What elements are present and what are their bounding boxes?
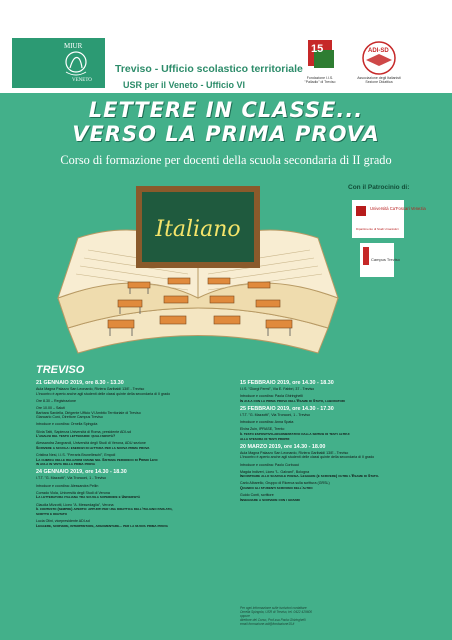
session-date: 24 GENNAIO 2019, ore 14.30 - 18.30 — [36, 469, 127, 476]
talk-title: La chimica delle relazioni umane nel Sistema periodico di Primo Levi: — [36, 457, 159, 462]
course-subtitle: Corso di formazione per docenti della scuola secondaria di II grado — [60, 153, 392, 167]
session-date: 25 FEBBRAIO 2019, ore 14.30 - 17.30 — [240, 405, 334, 412]
talk-title: Leggere, scrivere, interpretare, argomentare... per la nuova prima prova — [36, 523, 168, 528]
program-line: Introduce e coordina: Alessandra Pellin — [36, 483, 99, 488]
blackboard-text: Italiano — [155, 217, 241, 242]
office-subtitle: USR per il Veneto - Ufficio VI — [123, 80, 246, 90]
program-line: Silvia Tatti, Sapienza Università di Roma, presidente ADI-sd — [36, 429, 132, 434]
talk-title: In aula con la prima prova dell'Esame di Stato, laboratori — [240, 398, 345, 403]
logo-15-number: 15 — [311, 43, 324, 55]
title-line-2: VERSO LA PRIMA PROVA — [72, 122, 380, 146]
program-line: Lucia Olini, vicepresidente ADI-sd — [36, 519, 90, 523]
office-title: Treviso - Ufficio scolastico territoriale — [115, 63, 303, 75]
footer-line: oppure — [240, 614, 250, 618]
program-line: Guido Conti, scrittore — [240, 493, 274, 498]
program-line: Giancarlo Corò, Direttore Campus Treviso — [36, 415, 103, 420]
program-right-column — [240, 380, 436, 502]
footer-line: Ornella Spingola, USR di Treviso, tel. 0422 429600 — [240, 610, 313, 614]
talk-title: L'analisi del testo letterario: quali novità? — [36, 434, 116, 439]
session-date: 20 MARZO 2019, ore 14.30 - 18.00 — [240, 443, 326, 450]
fondazione-15-logo — [300, 38, 340, 86]
talk-title: Il testo espositivo-argomentativo dalla sintesi di testi altrui — [240, 431, 350, 436]
miur-bottom-text: VENETO — [72, 78, 92, 83]
talk-title: alla stesura di testi propri — [240, 436, 290, 441]
ca-foscari-text: Università Ca'Foscari Venezia — [370, 206, 426, 211]
fondazione-caption: Fondazione I.I.S. "Palladio" di Treviso — [304, 76, 336, 84]
contact-footer — [240, 606, 436, 626]
miur-top-text: MIUR — [64, 42, 83, 50]
footer-line: Per ogni informazione sulle iscrizioni contattare — [240, 606, 307, 610]
talk-title: Incontrare allo scaffale poesia. Leggere (e scrivere) oltre l'Esame di Stato. — [240, 474, 380, 479]
footer-line: direttore del Corso, Prof.ssa Paola Ghiringhelli — [240, 618, 306, 622]
program-line: Aula Magna Palazzo San Leonardo, Riviera Garibaldi 13/E - Treviso — [240, 450, 349, 455]
program-line: L'incontro è aperto anche agli studenti delle classi quinte della secondaria di II grado — [36, 391, 171, 396]
program-line: Introduce e coordina: Paolo Corbucci — [240, 462, 300, 467]
campus-treviso-logo — [360, 243, 400, 277]
program-line: I.T.T. "G. Mazzotti", Via Tronconi, 1 - Treviso — [240, 412, 310, 417]
talk-title: in aula in vista della prima prova — [36, 462, 96, 467]
program-line: Magda Indiveri, Liceo "L. Galvani", Bologna — [240, 469, 310, 474]
program-line: I.I.S. "Giorgi Fermi", Via E. Fabbri, 37 - Treviso — [240, 387, 315, 391]
adi-sd-logo — [354, 40, 404, 86]
program-line: Introduce e coordina: Paola Ghiringhelli — [240, 394, 303, 399]
city-heading: TREVISO — [36, 364, 85, 376]
program-line: Carlo Albarello, Gruppo di Ricerca sulla scrittura (GRSL) — [240, 481, 330, 486]
program-line: Claudia Mizzotti, Liceo "A. Messedaglia", Verona — [36, 502, 114, 507]
header-band — [0, 0, 452, 93]
talk-title: scritto e digitato — [36, 511, 67, 516]
program-line: Introduce e coordina: Anna Spata — [240, 420, 294, 425]
title-line-1: LETTERE IN CLASSE... — [88, 98, 364, 122]
campus-treviso-text: Campus Treviso — [371, 257, 400, 262]
program-line: Ore 10.00 – Saluti — [36, 405, 65, 410]
footer-line: email formazione.adi@fondazione15.it — [240, 622, 295, 626]
talk-title: Quando gli studenti scrivono dell'altro — [240, 486, 313, 491]
program-line: I.T.T. "G. Mazzotti", Via Tronconi, 1 - Treviso — [36, 476, 106, 481]
program-line: Alessandra Zangrandi, Università degli Studi di Verona, ADU sezione — [36, 441, 146, 446]
talk-title: Scrivere a scuola: esercizi di lettura per la nuova prima prova — [36, 445, 150, 450]
talk-title: Il contesto (sempre) aperto: appunti per una didattica dell'italiano parlato, — [36, 507, 173, 512]
session-date: 21 GENNAIO 2019, ore 8.30 - 13.30 — [36, 380, 124, 386]
talk-title: La letteratura italiana tra scuola superiore e Università — [36, 495, 141, 500]
program-line: Barbara Sardella, Dirigente Ufficio VI Ambito Territoriale di Treviso — [36, 410, 141, 415]
ca-foscari-logo — [352, 200, 426, 238]
ca-foscari-sub: Dipartimento di Studi Umanistici — [356, 227, 399, 231]
program-line: Corrado Viola, Università degli Studi di Verona — [36, 490, 110, 495]
program-line: Introduce e coordina: Ornella Spingola — [36, 422, 98, 427]
miur-logo — [12, 38, 105, 88]
adi-sd-caption: Associazione degli Italianisti Sezione Didattica — [357, 76, 401, 84]
program-line: Elvira Zuin, IPRASE, Trento — [240, 427, 285, 432]
program-left-column — [36, 380, 214, 528]
program-line: Cristina Nesi, I.I.S. "Ferraris Brunelleschi", Empoli — [36, 453, 116, 458]
patronage-label: Con il Patrocinio di: — [348, 184, 410, 191]
program-line: Ore 8.30 – Registrazione — [36, 398, 76, 403]
program-line: L'incontro è aperto anche agli studenti delle classi quinte della secondaria di II grado — [240, 455, 375, 460]
session-date: 15 FEBBRAIO 2019, ore 14.30 - 18.30 — [240, 380, 334, 386]
book-classroom-illustration — [48, 178, 348, 358]
talk-title: Insegnare a scrivere con i grandi — [240, 497, 300, 502]
program-line: Aula Magna Palazzo San Leonardo, Riviera Garibaldi 13/E - Treviso — [36, 387, 145, 391]
adi-sd-text: ADI-SD — [368, 48, 389, 54]
